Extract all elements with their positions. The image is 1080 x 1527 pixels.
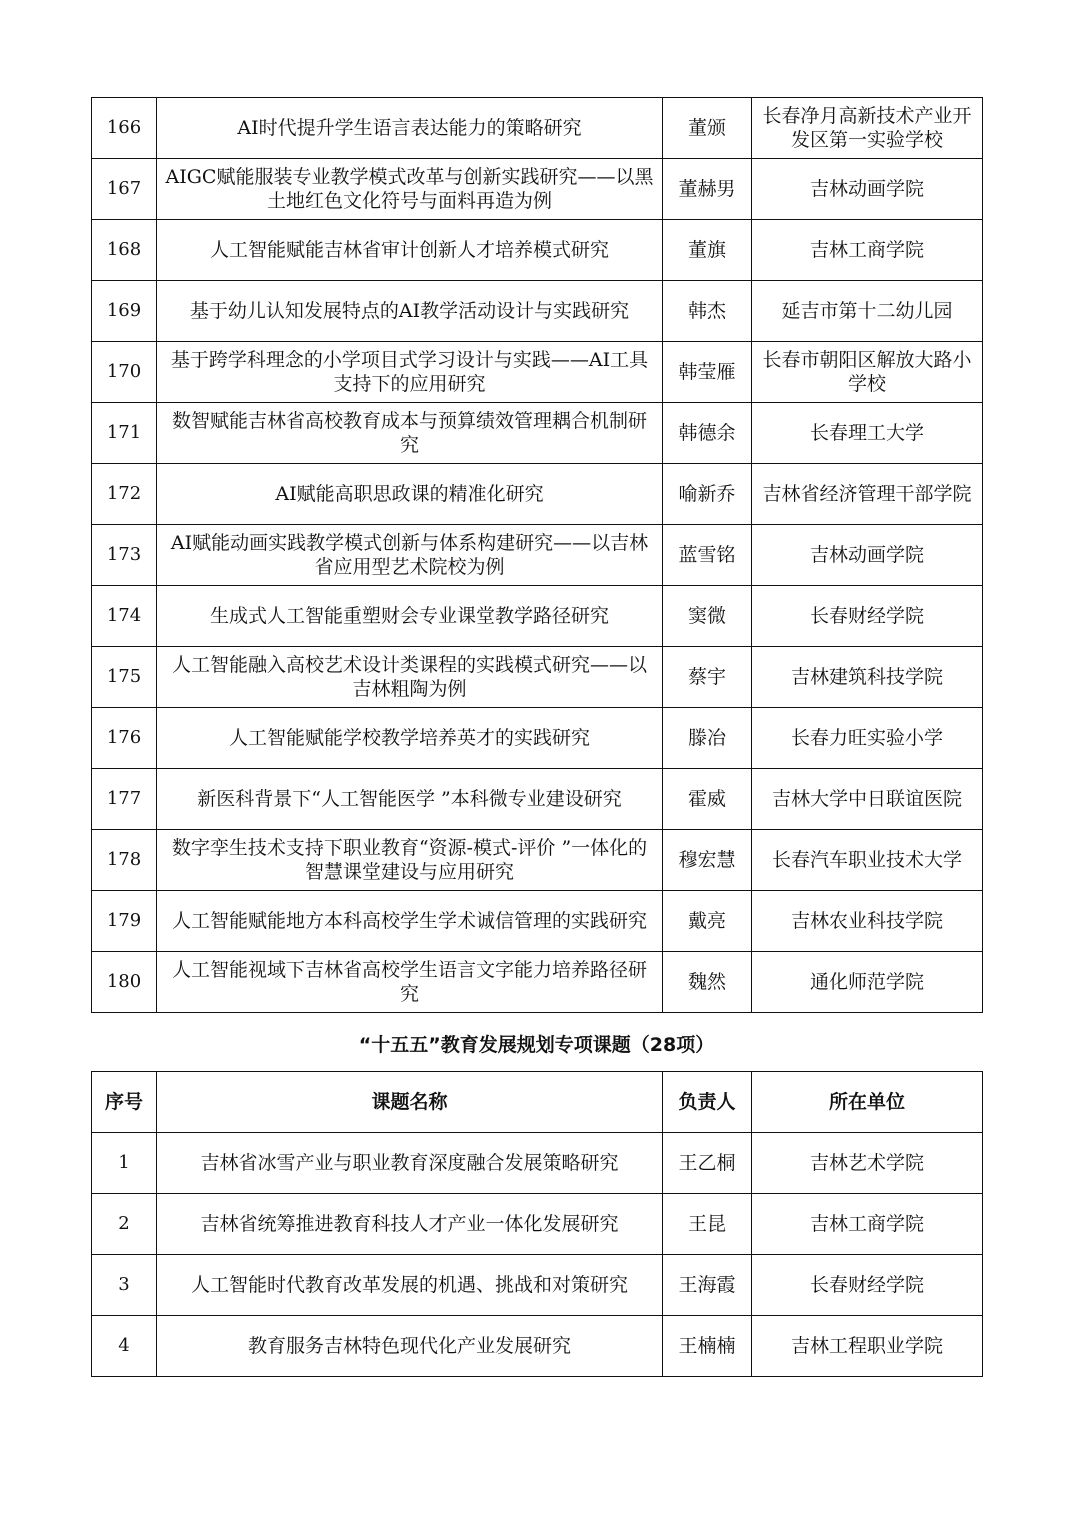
cell-title: 人工智能融入高校艺术设计类课程的实践模式研究——以吉林粗陶为例 bbox=[157, 647, 663, 708]
project-table-body bbox=[92, 98, 983, 1013]
table-row bbox=[92, 708, 983, 769]
header-row bbox=[92, 1072, 983, 1133]
cell-leader: 韩杰 bbox=[663, 281, 752, 342]
special-project-table-body bbox=[92, 1133, 983, 1377]
cell-leader: 韩莹雁 bbox=[663, 342, 752, 403]
cell-leader: 董颁 bbox=[663, 98, 752, 159]
cell-title: AI赋能高职思政课的精准化研究 bbox=[157, 464, 663, 525]
cell-leader: 滕冶 bbox=[663, 708, 752, 769]
cell-unit: 吉林大学中日联谊医院 bbox=[752, 769, 983, 830]
table-row bbox=[92, 952, 983, 1013]
table-row bbox=[92, 281, 983, 342]
cell-leader: 喻新乔 bbox=[663, 464, 752, 525]
table-row bbox=[92, 1194, 983, 1255]
cell-unit: 长春财经学院 bbox=[752, 1255, 983, 1316]
cell-no: 1 bbox=[92, 1133, 157, 1194]
header-unit: 所在单位 bbox=[752, 1072, 983, 1133]
cell-unit: 长春汽车职业技术大学 bbox=[752, 830, 983, 891]
table-row bbox=[92, 220, 983, 281]
cell-no: 176 bbox=[92, 708, 157, 769]
table-row bbox=[92, 1316, 983, 1377]
cell-title: 人工智能赋能学校教学培养英才的实践研究 bbox=[157, 708, 663, 769]
cell-title: 吉林省冰雪产业与职业教育深度融合发展策略研究 bbox=[157, 1133, 663, 1194]
cell-title: 教育服务吉林特色现代化产业发展研究 bbox=[157, 1316, 663, 1377]
cell-title: 人工智能赋能吉林省审计创新人才培养模式研究 bbox=[157, 220, 663, 281]
cell-unit: 吉林工程职业学院 bbox=[752, 1316, 983, 1377]
cell-unit: 延吉市第十二幼儿园 bbox=[752, 281, 983, 342]
table-row bbox=[92, 1133, 983, 1194]
cell-no: 178 bbox=[92, 830, 157, 891]
cell-title: 人工智能赋能地方本科高校学生学术诚信管理的实践研究 bbox=[157, 891, 663, 952]
cell-leader: 蔡宇 bbox=[663, 647, 752, 708]
cell-leader: 魏然 bbox=[663, 952, 752, 1013]
cell-leader: 蓝雪铭 bbox=[663, 525, 752, 586]
cell-leader: 王楠楠 bbox=[663, 1316, 752, 1377]
cell-unit: 长春财经学院 bbox=[752, 586, 983, 647]
cell-title: 新医科背景下“人工智能医学 ”本科微专业建设研究 bbox=[157, 769, 663, 830]
table-row bbox=[92, 464, 983, 525]
header-no: 序号 bbox=[92, 1072, 157, 1133]
table-row bbox=[92, 1255, 983, 1316]
cell-title: 基于幼儿认知发展特点的AI教学活动设计与实践研究 bbox=[157, 281, 663, 342]
cell-no: 4 bbox=[92, 1316, 157, 1377]
cell-title: AI赋能动画实践教学模式创新与体系构建研究——以吉林省应用型艺术院校为例 bbox=[157, 525, 663, 586]
project-table-continued bbox=[91, 97, 983, 1013]
cell-leader: 董旗 bbox=[663, 220, 752, 281]
cell-unit: 吉林动画学院 bbox=[752, 525, 983, 586]
cell-no: 171 bbox=[92, 403, 157, 464]
table-row bbox=[92, 647, 983, 708]
cell-leader: 穆宏慧 bbox=[663, 830, 752, 891]
cell-leader: 王乙桐 bbox=[663, 1133, 752, 1194]
cell-title: AI时代提升学生语言表达能力的策略研究 bbox=[157, 98, 663, 159]
cell-no: 2 bbox=[92, 1194, 157, 1255]
section-title: “十五五”教育发展规划专项课题（28项） bbox=[358, 1034, 715, 1056]
cell-no: 180 bbox=[92, 952, 157, 1013]
cell-no: 3 bbox=[92, 1255, 157, 1316]
cell-no: 170 bbox=[92, 342, 157, 403]
cell-leader: 王昆 bbox=[663, 1194, 752, 1255]
cell-unit: 长春市朝阳区解放大路小学校 bbox=[752, 342, 983, 403]
cell-unit: 长春力旺实验小学 bbox=[752, 708, 983, 769]
cell-title: 人工智能视域下吉林省高校学生语言文字能力培养路径研究 bbox=[157, 952, 663, 1013]
table-row bbox=[92, 98, 983, 159]
table-row bbox=[92, 403, 983, 464]
header-leader: 负责人 bbox=[663, 1072, 752, 1133]
cell-unit: 吉林省经济管理干部学院 bbox=[752, 464, 983, 525]
cell-unit: 长春理工大学 bbox=[752, 403, 983, 464]
table-row bbox=[92, 769, 983, 830]
table-row bbox=[92, 525, 983, 586]
cell-leader: 董赫男 bbox=[663, 159, 752, 220]
cell-title: 基于跨学科理念的小学项目式学习设计与实践——AI工具支持下的应用研究 bbox=[157, 342, 663, 403]
table-row bbox=[92, 830, 983, 891]
cell-leader: 王海霞 bbox=[663, 1255, 752, 1316]
cell-unit: 吉林工商学院 bbox=[752, 1194, 983, 1255]
cell-no: 179 bbox=[92, 891, 157, 952]
table-row bbox=[92, 586, 983, 647]
cell-no: 177 bbox=[92, 769, 157, 830]
cell-no: 173 bbox=[92, 525, 157, 586]
table-row bbox=[92, 159, 983, 220]
cell-leader: 韩德余 bbox=[663, 403, 752, 464]
table-row bbox=[92, 342, 983, 403]
cell-no: 168 bbox=[92, 220, 157, 281]
cell-no: 172 bbox=[92, 464, 157, 525]
special-project-table bbox=[91, 1071, 983, 1377]
cell-no: 174 bbox=[92, 586, 157, 647]
cell-unit: 吉林动画学院 bbox=[752, 159, 983, 220]
cell-no: 166 bbox=[92, 98, 157, 159]
cell-title: 吉林省统筹推进教育科技人才产业一体化发展研究 bbox=[157, 1194, 663, 1255]
cell-title: 人工智能时代教育改革发展的机遇、挑战和对策研究 bbox=[157, 1255, 663, 1316]
cell-no: 167 bbox=[92, 159, 157, 220]
cell-leader: 霍威 bbox=[663, 769, 752, 830]
cell-title: 生成式人工智能重塑财会专业课堂教学路径研究 bbox=[157, 586, 663, 647]
header-title: 课题名称 bbox=[157, 1072, 663, 1133]
cell-unit: 长春净月高新技术产业开发区第一实验学校 bbox=[752, 98, 983, 159]
cell-title: AIGC赋能服装专业教学模式改革与创新实践研究——以黑土地红色文化符号与面料再造为例 bbox=[157, 159, 663, 220]
cell-title: 数字孪生技术支持下职业教育“资源-模式-评价 ”一体化的智慧课堂建设与应用研究 bbox=[157, 830, 663, 891]
cell-unit: 吉林农业科技学院 bbox=[752, 891, 983, 952]
cell-title: 数智赋能吉林省高校教育成本与预算绩效管理耦合机制研究 bbox=[157, 403, 663, 464]
table-row bbox=[92, 891, 983, 952]
cell-unit: 吉林工商学院 bbox=[752, 220, 983, 281]
cell-unit: 通化师范学院 bbox=[752, 952, 983, 1013]
cell-unit: 吉林建筑科技学院 bbox=[752, 647, 983, 708]
cell-unit: 吉林艺术学院 bbox=[752, 1133, 983, 1194]
cell-leader: 戴亮 bbox=[663, 891, 752, 952]
cell-no: 175 bbox=[92, 647, 157, 708]
cell-leader: 窦微 bbox=[663, 586, 752, 647]
cell-no: 169 bbox=[92, 281, 157, 342]
